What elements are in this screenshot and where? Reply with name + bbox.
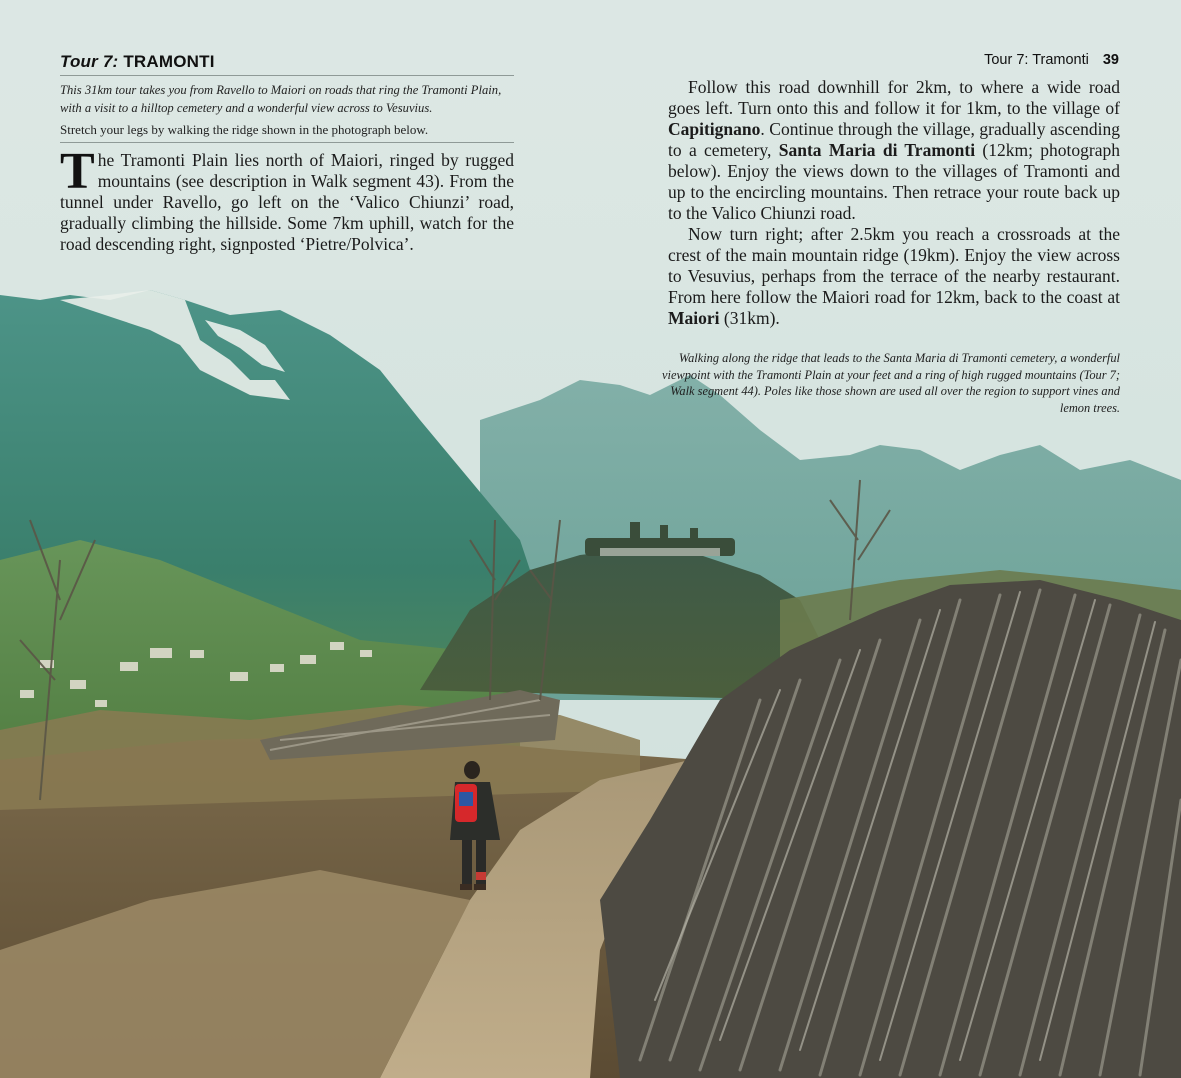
left-body-text: he Tramonti Plain lies north of Maiori, ringed by rugged mountains (see description in Walk segment 43). From the tunnel under Ravello, go left on the ‘Valico Chiunzi’ road, gradually climbing the hillside. Some 7km uphill, watch for the road descending right, signposted ‘Pietre/Polvica’. xyxy=(60,150,514,254)
right-paragraph-2 xyxy=(668,224,1120,329)
running-head xyxy=(984,52,1119,68)
p2-text-a: Now turn right; after 2.5km you reach a crossroads at the crest of the main mountain ridge (19km). Enjoy the view across to Vesuvius, perhaps from the terrace of the nearby restaurant. From here follow the Maiori road for 12km, back to the coast at xyxy=(668,224,1120,307)
photo-caption: Walking along the ridge that leads to the Santa Maria di Tramonti cemetery, a wonderful viewpoint with the Tramonti Plain at your feet and a ring of high rugged mountains (Tour 7; Walk segment 44). Poles like those shown are used all over the region to support vines and lemon trees. xyxy=(662,351,1120,415)
tour-title: TRAMONTI xyxy=(123,52,215,71)
right-page-text xyxy=(668,77,1120,329)
tour-number: Tour 7: xyxy=(60,52,119,71)
p1-text-d: (12km; photograph below). Enjoy the views down to the villages of Tramonti and up to the encircling mountains. Then retrace your route back up to the Valico Chiunzi road. xyxy=(668,140,1120,223)
drop-cap: T xyxy=(60,143,95,200)
p2-text-c: (31km). xyxy=(719,308,780,328)
page-number: 39 xyxy=(1102,52,1119,68)
left-body-paragraph xyxy=(60,143,514,255)
tour-intro: This 31km tour takes you from Ravello to Maiori on roads that ring the Tramonti Plain, with a visit to a hilltop cemetery and a wonderful view across to Vesuvius. xyxy=(60,83,502,115)
place-capitignano: Capitignano xyxy=(668,119,761,139)
p1-text-a: Follow this road downhill for 2km, to where a wide road goes left. Turn onto this and follow it for 1km, to the village of xyxy=(668,77,1120,118)
place-maiori: Maiori xyxy=(668,308,720,328)
stretch-legs-note: Stretch your legs by walking the ridge shown in the photograph below. xyxy=(60,121,514,143)
right-paragraph-1 xyxy=(668,77,1120,224)
left-page-text xyxy=(60,52,514,255)
place-santa-maria: Santa Maria di Tramonti xyxy=(778,140,976,160)
tour-heading xyxy=(60,52,514,76)
p1-text-c: . Continue through the village, gradually ascending to a cemetery, xyxy=(668,119,1120,160)
running-head-title: Tour 7: Tramonti xyxy=(984,52,1089,68)
